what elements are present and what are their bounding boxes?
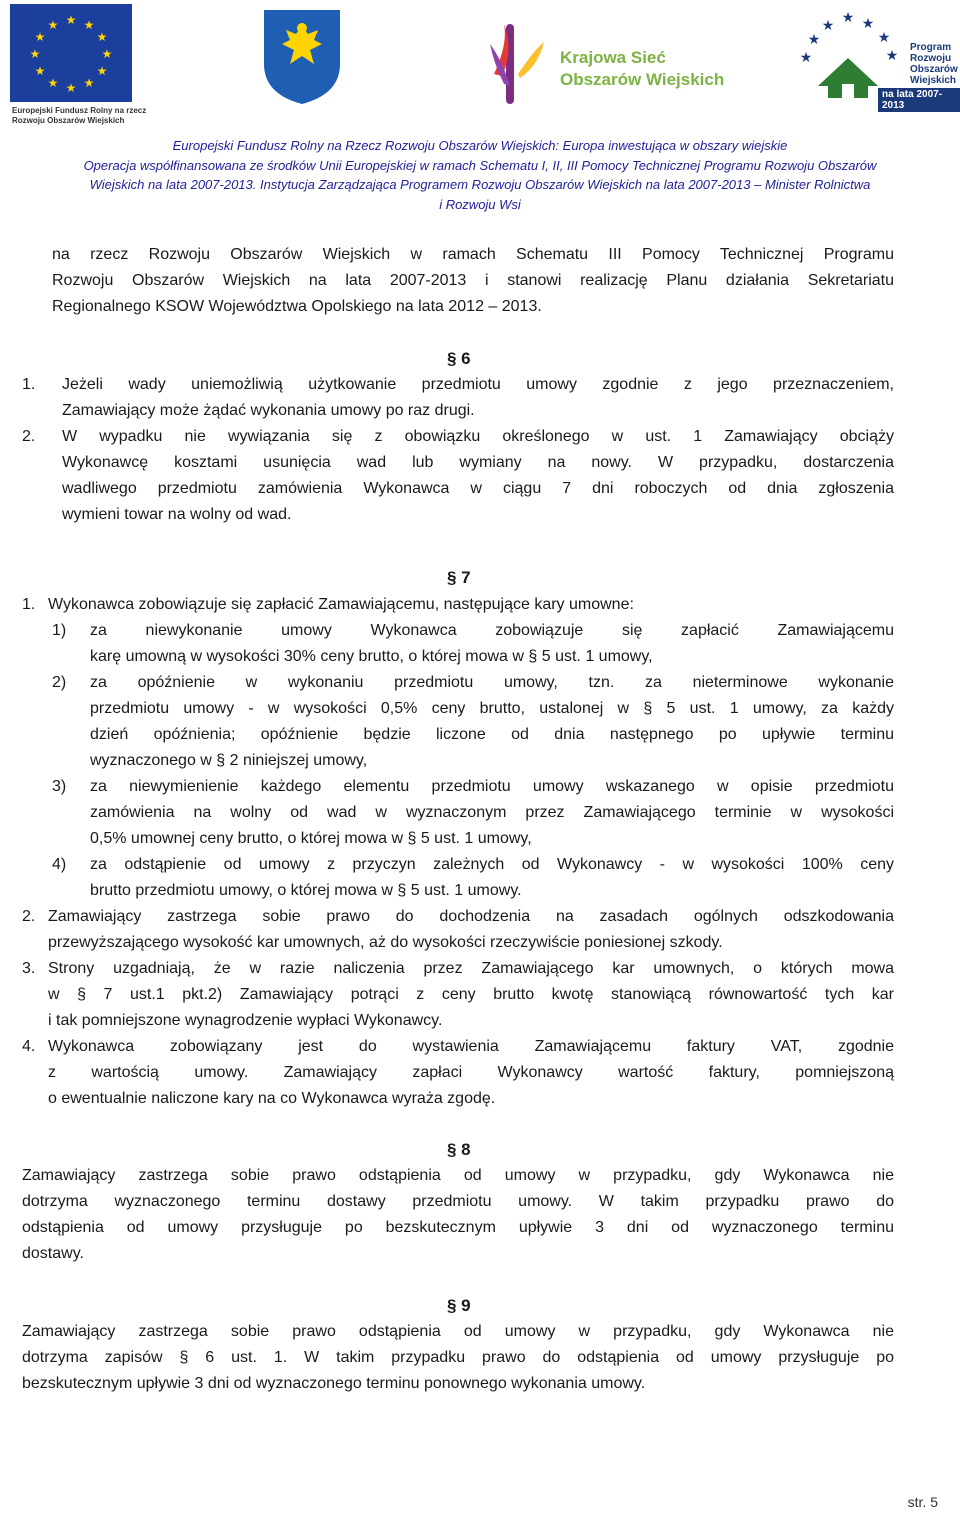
eu-caption-line-1: Europejski Fundusz Rolny na rzecz bbox=[12, 106, 147, 115]
opole-coat-of-arms-logo bbox=[262, 8, 342, 106]
list-number: 1. bbox=[22, 376, 36, 393]
ksow-logo-mark bbox=[484, 14, 554, 106]
svg-text:★: ★ bbox=[83, 18, 95, 32]
page-number: str. 5 bbox=[907, 1494, 938, 1510]
sublist-number: 4) bbox=[52, 856, 67, 873]
section-7-line: przedmiotu umowy - w wysokości 0,5% ceny brutto, ustalonej w § 5 ust. 1 umowy, za każdy bbox=[90, 700, 894, 717]
svg-text:★: ★ bbox=[807, 31, 821, 47]
section-7-line: Strony uzgadniają, że w razie naliczenia przez Zamawiającego kar umownych, o których mowa bbox=[48, 960, 894, 977]
section-7-line: za niewymienienie każdego elementu przedmiotu umowy wskazanego w opisie przedmiotu bbox=[90, 778, 894, 795]
ksow-logo-line-1: Krajowa Sieć bbox=[560, 48, 666, 67]
svg-text:★: ★ bbox=[34, 30, 46, 44]
list-number: 2. bbox=[22, 908, 36, 925]
section-6-line: Wykonawcę kosztami usunięcia wad lub wymiany na nowy. W przypadku, dostarczenia bbox=[62, 454, 894, 471]
intro-line: na rzecz Rozwoju Obszarów Wiejskich w ramach Schematu III Pomocy Technicznej Programu bbox=[52, 246, 894, 263]
sublist-number: 2) bbox=[52, 674, 67, 691]
section-7-line: i tak pomniejszone wynagrodzenie wypłaci Wykonawcy. bbox=[48, 1012, 443, 1029]
funding-header-line: Europejski Fundusz Rolny na Rzecz Rozwoju Obszarów Wiejskich: Europa inwestująca w obszary wiejskie bbox=[172, 138, 788, 153]
section-6-line: wadliwego przedmiotu zamówienia Wykonawca w ciągu 7 dni roboczych od dnia zgłoszenia bbox=[62, 480, 894, 497]
svg-text:★: ★ bbox=[96, 64, 108, 78]
svg-text:★: ★ bbox=[885, 47, 899, 63]
section-7-line: wyznaczonego w § 2 niniejszej umowy, bbox=[90, 752, 368, 769]
section-9-line: Zamawiający zastrzega sobie prawo odstąpienia od umowy w przypadku, gdy Wykonawca nie bbox=[22, 1323, 894, 1340]
svg-text:★: ★ bbox=[29, 47, 41, 61]
list-number: 4. bbox=[22, 1038, 36, 1055]
list-number: 1. bbox=[22, 596, 36, 613]
section-7-line: dzień opóźnienia; opóźnienie będzie liczone od dnia następnego po upływie terminu bbox=[90, 726, 894, 743]
funding-header-line: i Rozwoju Wsi bbox=[439, 196, 521, 212]
section-7-line: za opóźnienie w wykonaniu przedmiotu umowy, tzn. za nieterminowe wykonanie bbox=[90, 674, 894, 691]
svg-text:★: ★ bbox=[65, 81, 77, 95]
svg-text:★: ★ bbox=[799, 49, 813, 65]
section-6-line: Zamawiający może żądać wykonania umowy po raz drugi. bbox=[62, 402, 475, 419]
section-8-line: dostawy. bbox=[22, 1245, 84, 1262]
section-7-line: w § 7 ust.1 pkt.2) Zamawiający potrąci z ceny brutto kwotę stanowiącą równowartość tych kar bbox=[48, 986, 894, 1003]
list-number: 3. bbox=[22, 960, 36, 977]
sublist-number: 1) bbox=[52, 622, 67, 639]
funding-header-line: Operacja współfinansowana ze środków Unii Europejskiej w ramach Schematu I, II, III Pomocy Technicznej Programu Rozwoju Obszarów bbox=[83, 157, 877, 173]
prow-logo-line-1: Program bbox=[910, 42, 952, 53]
intro-line: Regionalnego KSOW Województwa Opolskiego na lata 2012 – 2013. bbox=[52, 298, 542, 315]
section-6-line: wymieni towar na wolny od wad. bbox=[62, 506, 292, 523]
section-6-line: W wypadku nie wywiązania się z obowiązku określonego w ust. 1 Zamawiający obciąży bbox=[62, 428, 894, 445]
section-7-line: Wykonawca zobowiązuje się zapłacić Zamawiającemu, następujące kary umowne: bbox=[48, 596, 634, 613]
intro-line: Rozwoju Obszarów Wiejskich na lata 2007-2013 i stanowi realizację Planu działania Sekretariatu bbox=[52, 272, 894, 289]
section-8-heading: § 8 bbox=[447, 1140, 471, 1159]
svg-text:★: ★ bbox=[101, 47, 113, 61]
svg-text:★: ★ bbox=[861, 15, 875, 31]
svg-text:★: ★ bbox=[34, 64, 46, 78]
section-7-line: Wykonawca zobowiązany jest do wystawienia Zamawiającemu faktury VAT, zgodnie bbox=[48, 1038, 894, 1055]
section-7-line: 0,5% umownej ceny brutto, o której mowa w § 5 ust. 1 umowy, bbox=[90, 830, 532, 847]
logo-bar bbox=[0, 0, 960, 130]
svg-text:★: ★ bbox=[96, 30, 108, 44]
sublist-number: 3) bbox=[52, 778, 67, 795]
section-7-line: brutto przedmiotu umowy, o której mowa w § 5 ust. 1 umowy. bbox=[90, 882, 522, 899]
svg-text:★: ★ bbox=[841, 9, 855, 25]
eu-flag-logo bbox=[10, 4, 132, 102]
funding-header bbox=[20, 136, 940, 214]
funding-header-line: Wiejskich na lata 2007-2013. Instytucja Zarządzająca Programem Rozwoju Obszarów Wiejskich na lata 2007-2013 – Minister Rolnictwa bbox=[89, 177, 871, 192]
section-8-line: odstąpienia od umowy przysługuje po bezskutecznym upływie 3 dni od wyznaczonego terminu bbox=[22, 1219, 894, 1236]
svg-text:★: ★ bbox=[65, 13, 77, 27]
svg-text:★: ★ bbox=[821, 17, 835, 33]
section-7-line: przewyższającego wysokość kar umownych, aż do wysokości rzeczywiście poniesionej szkody. bbox=[48, 934, 723, 951]
section-7-line: zamówienia na wolny od wad w wyznaczonym przez Zamawiającego terminie w wysokości bbox=[90, 804, 894, 821]
section-7-line: Zamawiający zastrzega sobie prawo do dochodzenia na zasadach ogólnych odszkodowania bbox=[48, 908, 894, 925]
section-6-heading: § 6 bbox=[447, 349, 471, 368]
svg-text:★: ★ bbox=[47, 18, 59, 32]
section-7-heading: § 7 bbox=[447, 568, 471, 587]
prow-logo-line-2: Rozwoju bbox=[910, 53, 952, 64]
svg-text:★: ★ bbox=[83, 76, 95, 90]
list-number: 2. bbox=[22, 428, 36, 445]
section-7-line: za niewykonanie umowy Wykonawca zobowiązuje się zapłacić Zamawiającemu bbox=[90, 622, 894, 639]
prow-logo-line-4: Wiejskich bbox=[910, 75, 957, 86]
svg-text:★: ★ bbox=[877, 29, 891, 45]
ksow-logo-line-2: Obszarów Wiejskich bbox=[560, 70, 725, 89]
section-7-line: z wartością umowy. Zamawiający zapłaci Wykonawcy wartość faktury, pomniejszoną bbox=[48, 1064, 894, 1081]
section-8-line: dotrzyma wyznaczonego terminu dostawy przedmiotu umowy. W takim przypadku prawo do bbox=[22, 1193, 894, 1210]
section-9-line: dotrzyma zapisów § 6 ust. 1. W takim przypadku prawo do odstąpienia od umowy przysługuje po bbox=[22, 1349, 894, 1366]
section-9-heading: § 9 bbox=[447, 1296, 471, 1315]
section-7-line: o ewentualnie naliczone kary na co Wykonawca wyraża zgodę. bbox=[48, 1090, 496, 1107]
prow-logo-years: na lata 2007-2013 bbox=[878, 88, 960, 112]
prow-logo-line-3: Obszarów bbox=[910, 64, 958, 75]
eu-caption-line-2: Rozwoju Obszarów Wiejskich bbox=[12, 116, 125, 125]
section-7-line: karę umowną w wysokości 30% ceny brutto, o której mowa w § 5 ust. 1 umowy, bbox=[90, 648, 653, 665]
section-6-line: Jeżeli wady uniemożliwią użytkowanie przedmiotu umowy zgodnie z jego przeznaczeniem, bbox=[62, 376, 894, 393]
section-7-line: za odstąpienie od umowy z przyczyn zależnych od Wykonawcy - w wysokości 100% ceny bbox=[90, 856, 894, 873]
section-8-line: Zamawiający zastrzega sobie prawo odstąpienia od umowy w przypadku, gdy Wykonawca nie bbox=[22, 1167, 894, 1184]
section-9-line: bezskutecznym upływie 3 dni od wyznaczonego terminu ponownego wykonania umowy. bbox=[22, 1375, 646, 1392]
svg-text:★: ★ bbox=[47, 76, 59, 90]
